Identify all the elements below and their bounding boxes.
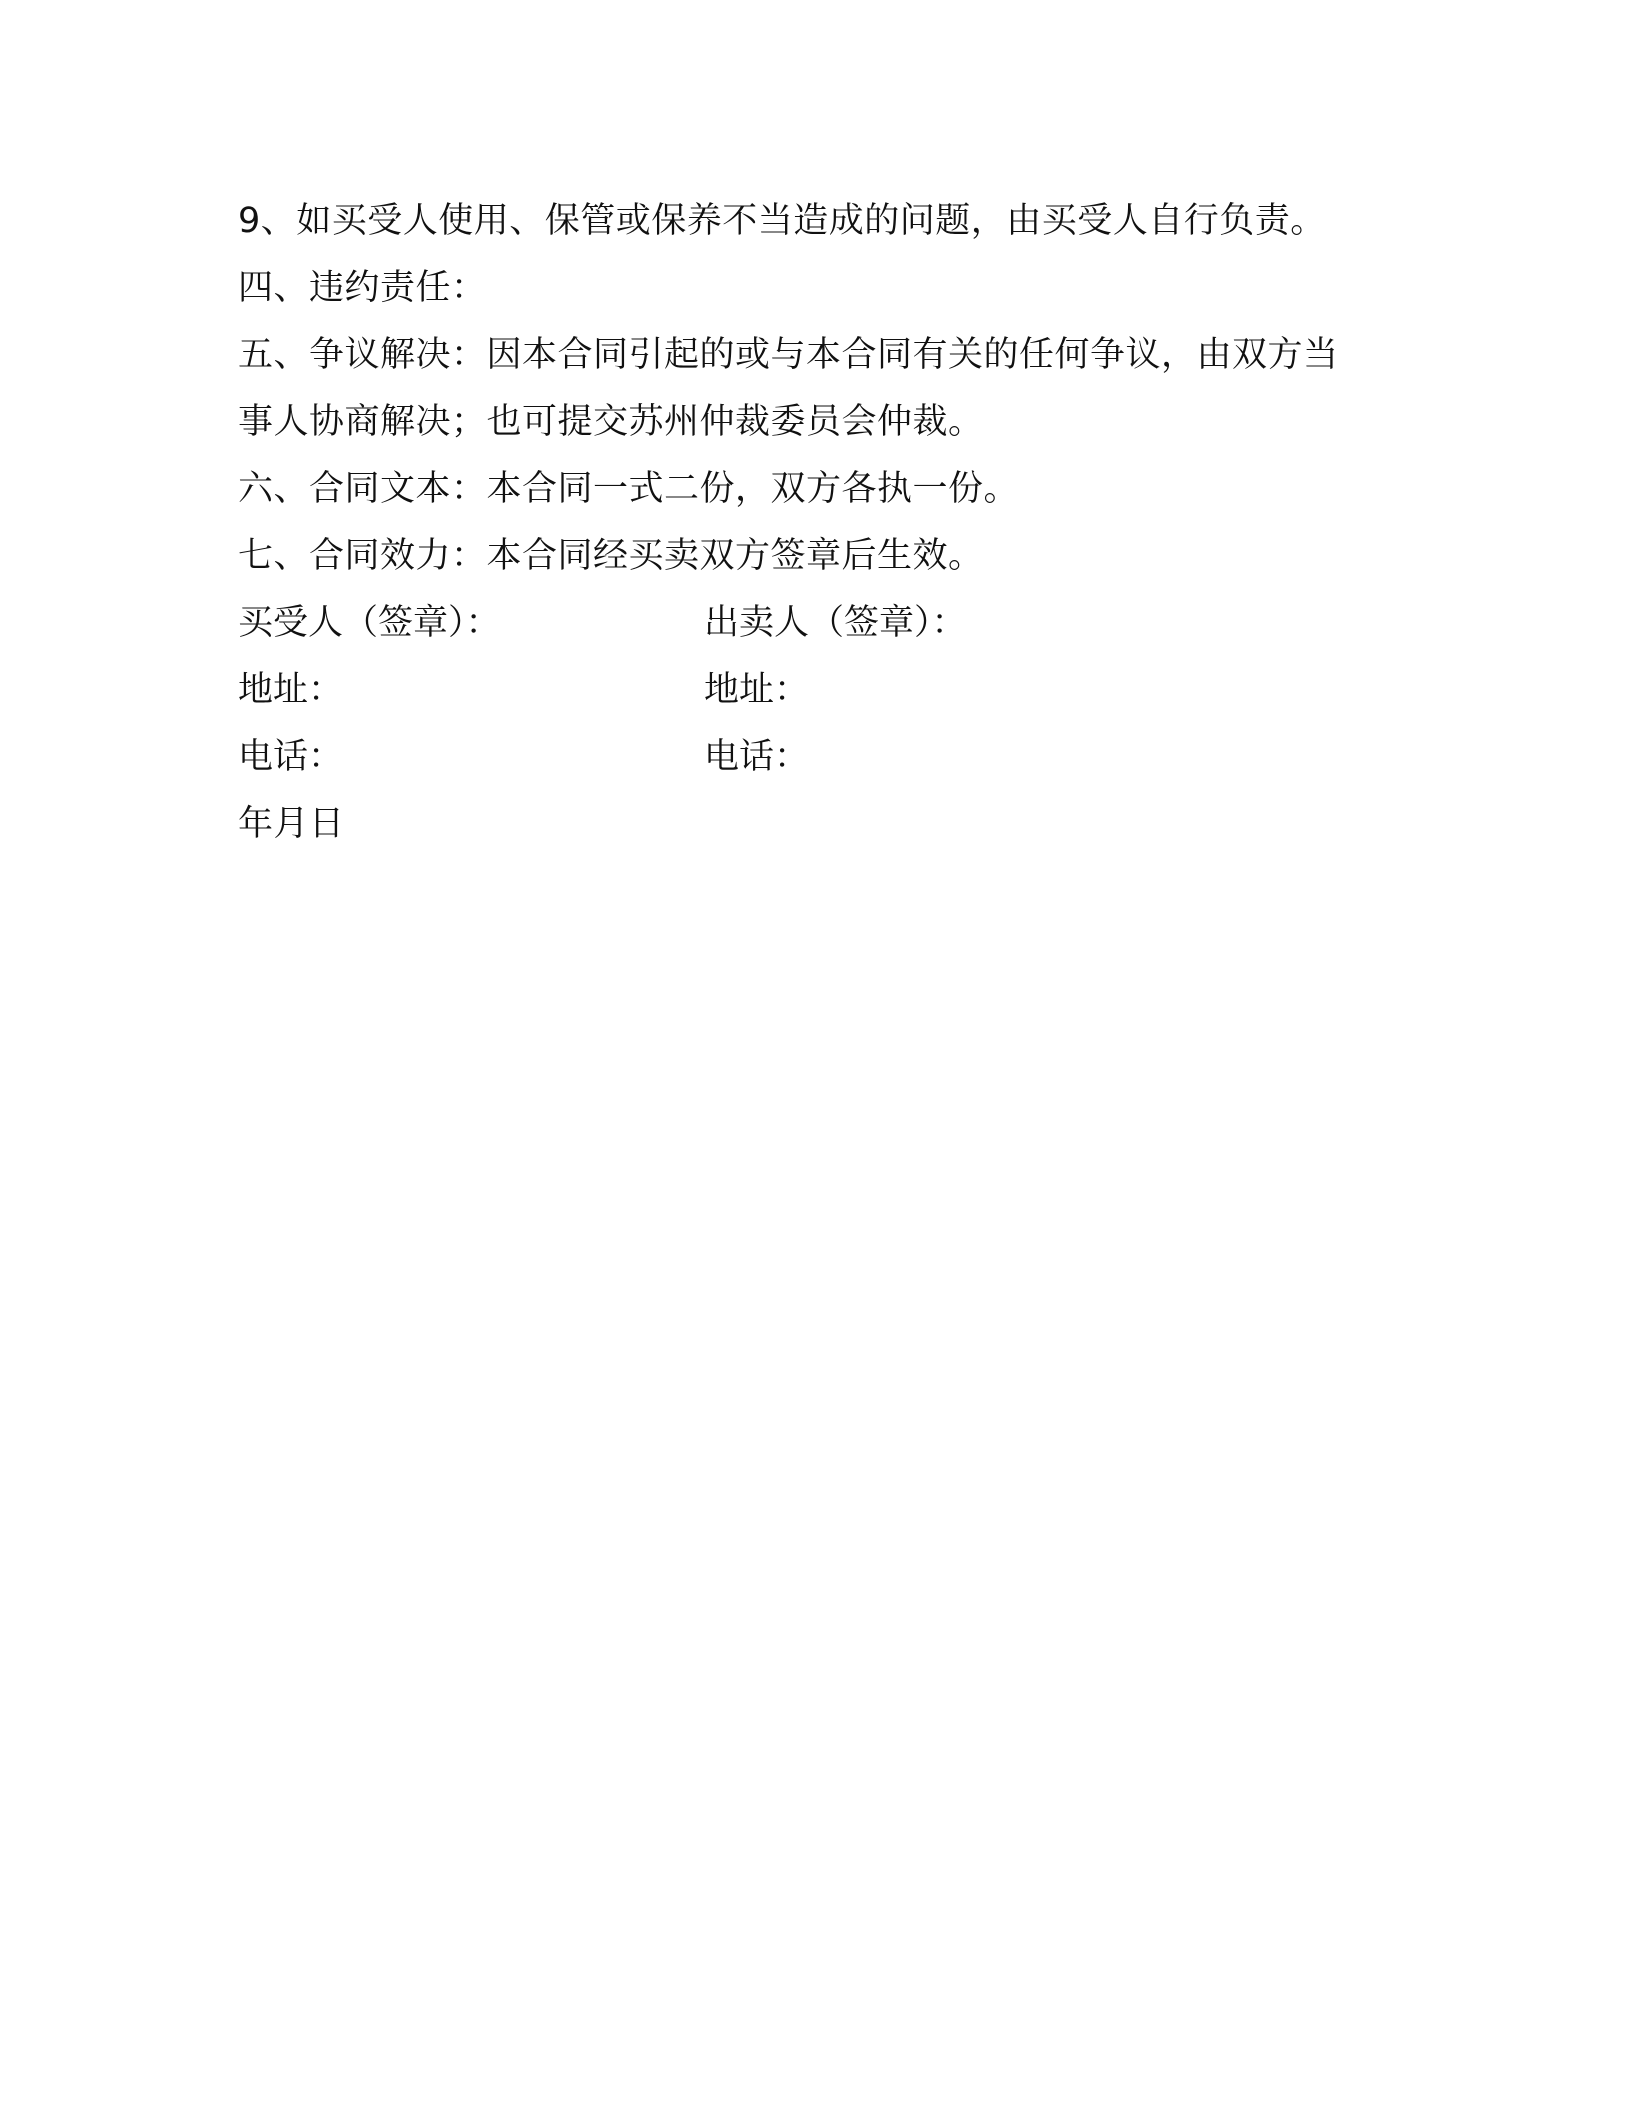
- buyer-address-label: 地址：: [238, 670, 344, 710]
- buyer-signature-label: 买受人（签章）：: [238, 603, 501, 643]
- clause-9-liability: 9、如买受人使用、保管或保养不当造成的问题，由买受人自行负责。: [238, 201, 1326, 241]
- seller-signature-label: 出卖人（签章）：: [704, 603, 967, 643]
- clause-breach-heading: 四、违约责任：: [238, 268, 487, 308]
- clause-dispute-line-1: 五、争议解决：因本合同引起的或与本合同有关的任何争议，由双方当: [238, 335, 1339, 375]
- address-row: [238, 657, 1418, 724]
- signature-row: [238, 590, 1418, 657]
- seller-phone-label: 电话：: [704, 737, 810, 777]
- clause-dispute-line-2: 事人协商解决；也可提交苏州仲裁委员会仲裁。: [238, 402, 984, 442]
- phone-row: [238, 724, 1418, 791]
- seller-address-label: 地址：: [704, 670, 810, 710]
- clause-contract-copies: 六、合同文本：本合同一式二份，双方各执一份。: [238, 469, 1020, 509]
- buyer-phone-label: 电话：: [238, 737, 344, 777]
- date-label: 年月日: [238, 804, 345, 844]
- clause-contract-effect: 七、合同效力：本合同经买卖双方签章后生效。: [238, 536, 984, 576]
- contract-body: [238, 188, 1418, 858]
